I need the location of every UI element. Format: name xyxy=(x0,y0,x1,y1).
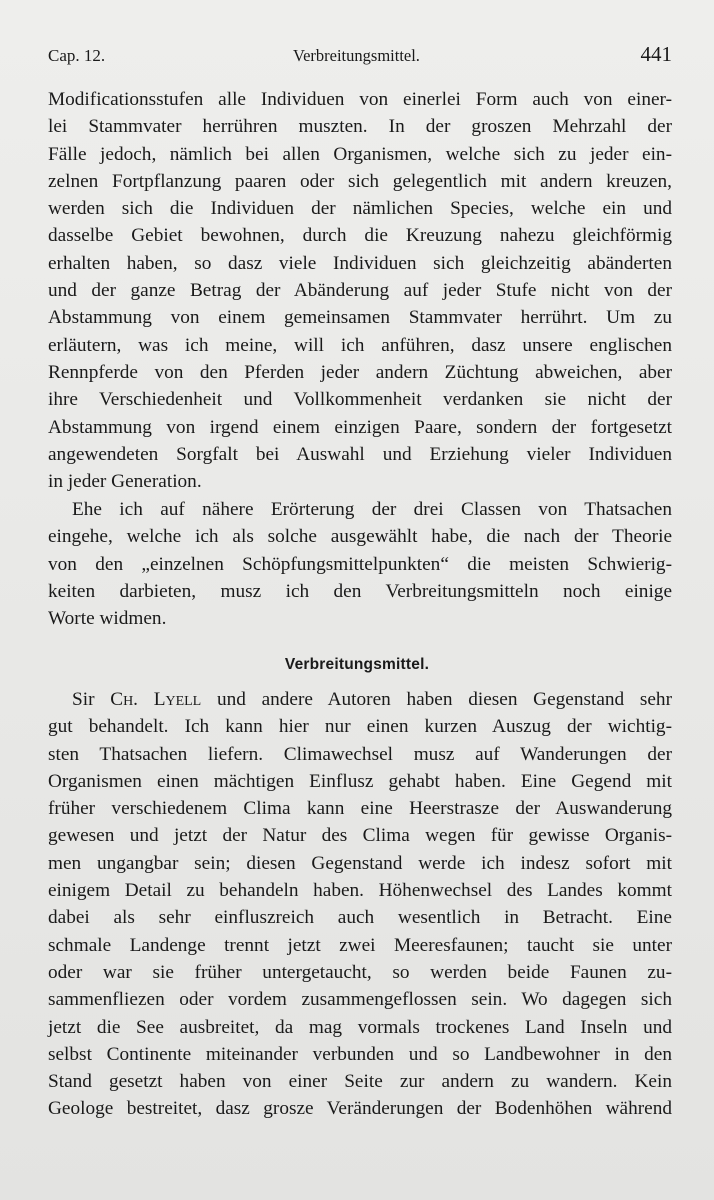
page-number: 441 xyxy=(640,42,672,66)
text-fragment: Sir xyxy=(72,689,111,710)
text-line: erläutern, was ich meine, will ich anführen, dasz unsere englischen xyxy=(48,334,672,356)
text-line: erhalten haben, so dasz viele Individuen sich gleichzeitig abänderten xyxy=(48,252,672,274)
text-line: Abstammung von irgend einem einzigen Paare, sondern der fortgesetzt xyxy=(48,416,672,438)
running-title: Verbreitungsmittel. xyxy=(293,46,420,65)
text-line: eingehe, welche ich als solche ausgewählt habe, die nach der Theorie xyxy=(48,526,672,548)
text-line: Modificationsstufen alle Individuen von einerlei Form auch von einer- xyxy=(48,89,672,110)
text-line: Stand gesetzt haben von einer Seite zur andern zu wandern. Kein xyxy=(48,1071,672,1093)
text-line: lei Stammvater herrühren muszten. In der groszen Mehrzahl der xyxy=(48,116,672,138)
text-line: gewesen und jetzt der Natur des Clima wegen für gewisse Organis- xyxy=(48,825,672,847)
text-line: dabei als sehr einfluszreich auch wesentlich in Betracht. Eine xyxy=(48,907,672,929)
author-name: Ch. Lyell xyxy=(110,689,202,710)
text-line: in jeder Generation. xyxy=(48,471,202,493)
text-line: zelnen Fortpflanzung paaren oder sich gelegentlich mit andern kreuzen, xyxy=(48,170,672,192)
paragraph-main xyxy=(48,686,672,1123)
chapter-label: Cap. 12. xyxy=(48,46,106,65)
text-line: Abstammung von einem gemeinsamen Stammvater herrührt. Um zu xyxy=(48,307,672,329)
text-line xyxy=(48,686,672,713)
text-line: jetzt die See ausbreitet, da mag vormals trockenes Land Inseln und xyxy=(48,1016,672,1038)
text-line: sammenfliezen oder vordem zusammengeflossen sein. Wo dagegen sich xyxy=(48,989,672,1011)
text-line: schmale Landenge trennt jetzt zwei Meeresfaunen; taucht sie unter xyxy=(48,934,672,956)
page-header xyxy=(48,40,672,74)
text-line: oder war sie früher untergetaucht, so werden beide Faunen zu- xyxy=(48,961,672,983)
text-line: Geologe bestreitet, dasz grosze Veränderungen der Bodenhöhen während xyxy=(48,1098,672,1120)
text-line: und der ganze Betrag der Abänderung auf jeder Stufe nicht von der xyxy=(48,280,672,302)
text-line: selbst Continente miteinander verbunden und so Landbewohner in den xyxy=(48,1043,672,1065)
text-line: gut behandelt. Ich kann hier nur einen kurzen Auszug der wichtig- xyxy=(48,716,672,738)
text-line: einigem Detail zu behandeln haben. Höhenwechsel des Landes kommt xyxy=(48,880,672,902)
text-line: ihre Verschiedenheit und Vollkommenheit verdanken sie nicht der xyxy=(48,389,672,411)
text-line: men ungangbar sein; diesen Gegenstand werde ich indesz sofort mit xyxy=(48,852,672,874)
text-line: keiten darbieten, musz ich den Verbreitungsmitteln noch einige xyxy=(48,580,672,602)
text-line: Organismen einen mächtigen Einflusz gehabt haben. Eine Gegend mit xyxy=(48,770,672,792)
text-line: von den „einzelnen Schöpfungsmittelpunkten“ die meisten Schwierig- xyxy=(48,553,672,575)
text-line: Worte widmen. xyxy=(48,608,167,630)
text-line: Ehe ich auf nähere Erörterung der drei Classen von Thatsachen xyxy=(72,499,672,520)
text-line: Fälle jedoch, nämlich bei allen Organismen, welche sich zu jeder ein- xyxy=(48,143,672,165)
text-line: dasselbe Gebiet bewohnen, durch die Kreuzung nahezu gleichförmig xyxy=(48,225,672,247)
text-line: angewendeten Sorgfalt bei Auswahl und Erziehung vieler Individuen xyxy=(48,443,672,465)
text-line: sten Thatsachen liefern. Climawechsel musz auf Wanderungen der xyxy=(48,743,672,765)
text-line: werden sich die Individuen der nämlichen Species, welche ein und xyxy=(48,198,672,220)
text-fragment: und andere Autoren haben diesen Gegenstand sehr xyxy=(201,689,672,710)
paragraph-intro xyxy=(48,496,672,632)
text-line: früher verschiedenem Clima kann eine Heerstrasze der Auswanderung xyxy=(48,798,672,820)
text-line: Rennpferde von den Pferden jeder andern Züchtung abweichen, aber xyxy=(48,361,672,383)
paragraph-continuation xyxy=(48,86,672,495)
section-heading: Verbreitungsmittel. xyxy=(284,656,430,673)
